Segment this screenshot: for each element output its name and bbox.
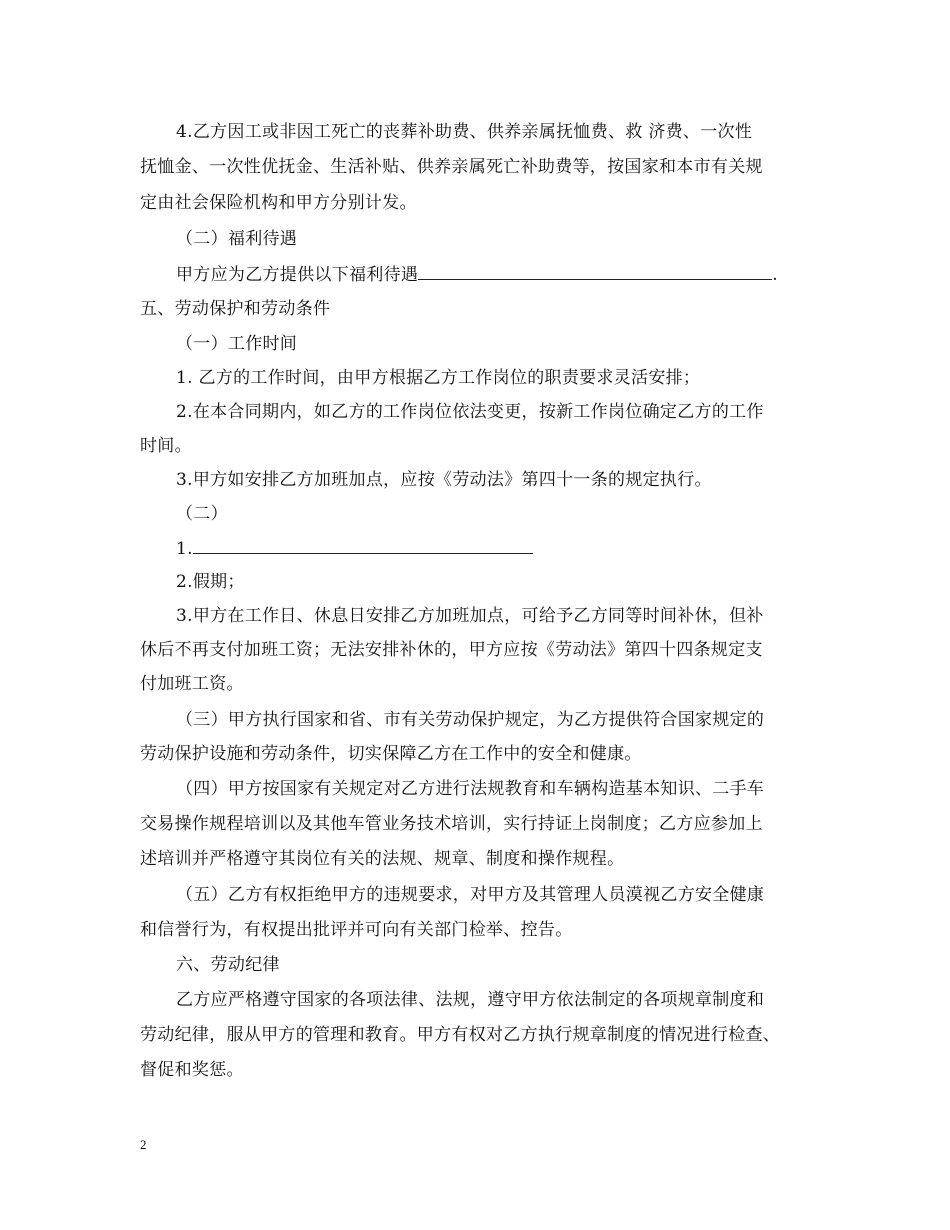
- paragraph-line: 劳动纪律，服从甲方的管理和教育。甲方有权对乙方执行规章制度的情况进行检查、: [140, 1025, 781, 1045]
- paragraph-line: 督促和奖惩。: [140, 1060, 244, 1080]
- section-heading: 六、劳动纪律: [176, 955, 280, 975]
- section-heading: 五、劳动保护和劳动条件: [140, 299, 331, 319]
- blank-item-line: [176, 537, 533, 560]
- paragraph-line: 劳动保护设施和劳动条件，切实保障乙方在工作中的安全和健康。: [140, 744, 642, 764]
- paragraph-line: 和信誉行为，有权提出批评并可向有关部门检举、控告。: [140, 920, 573, 940]
- fill-in-blank: [193, 537, 533, 554]
- paragraph-line: 抚恤金、一次性优抚金、生活补贴、供养亲属死亡补助费等，按国家和本市有关规: [140, 157, 763, 177]
- paragraph-line: （三）甲方执行国家和省、市有关劳动保护规定，为乙方提供符合国家规定的: [176, 710, 765, 730]
- page-number: 2: [140, 1137, 147, 1152]
- section-heading: （二）: [176, 504, 228, 524]
- welfare-text: 甲方应为乙方提供以下福利待遇: [176, 265, 419, 285]
- fill-in-blank: [418, 263, 772, 280]
- paragraph-line: 休后不再支付加班工资；无法安排补休的，甲方应按《劳动法》第四十四条规定支: [140, 640, 763, 660]
- paragraph-line: 1. 乙方的工作时间，由甲方根据乙方工作岗位的职责要求灵活安排；: [176, 368, 701, 388]
- paragraph-line: 4.乙方因工或非因工死亡的丧葬补助费、供养亲属抚恤费、救 济费、一次性: [176, 122, 753, 142]
- paragraph-line: 时间。: [140, 436, 192, 456]
- paragraph-line: 付加班工资。: [140, 674, 244, 694]
- section-heading: （二）福利待遇: [176, 229, 298, 249]
- paragraph-line: 述培训并严格遵守其岗位有关的法规、规章、制度和操作规程。: [140, 849, 625, 869]
- paragraph-line: 3.甲方如安排乙方加班加点，应按《劳动法》第四十一条的规定执行。: [176, 470, 712, 490]
- paragraph-line: 2.在本合同期内，如乙方的工作岗位依法变更，按新工作岗位确定乙方的工作: [176, 402, 764, 422]
- section-heading: （一）工作时间: [176, 334, 298, 354]
- welfare-period: .: [772, 265, 778, 285]
- paragraph-line: 3.甲方在工作日、休息日安排乙方加班加点，可给予乙方同等时间补休，但补: [176, 606, 764, 626]
- paragraph-line: 定由社会保险机构和甲方分别计发。: [140, 193, 417, 213]
- paragraph-line: （四）甲方按国家有关规定对乙方进行法规教育和车辆构造基本知识、二手车: [176, 779, 765, 799]
- paragraph-line: 交易操作规程培训以及其他车管业务技术培训，实行持证上岗制度；乙方应参加上: [140, 814, 763, 834]
- welfare-line: [176, 263, 778, 286]
- item-number: 1.: [176, 539, 193, 559]
- paragraph-line: 乙方应严格遵守国家的各项法律、法规，遵守甲方依法制定的各项规章制度和: [176, 990, 765, 1010]
- paragraph-line: 2.假期；: [176, 572, 245, 592]
- paragraph-line: （五）乙方有权拒绝甲方的违规要求，对甲方及其管理人员漠视乙方安全健康: [176, 885, 765, 905]
